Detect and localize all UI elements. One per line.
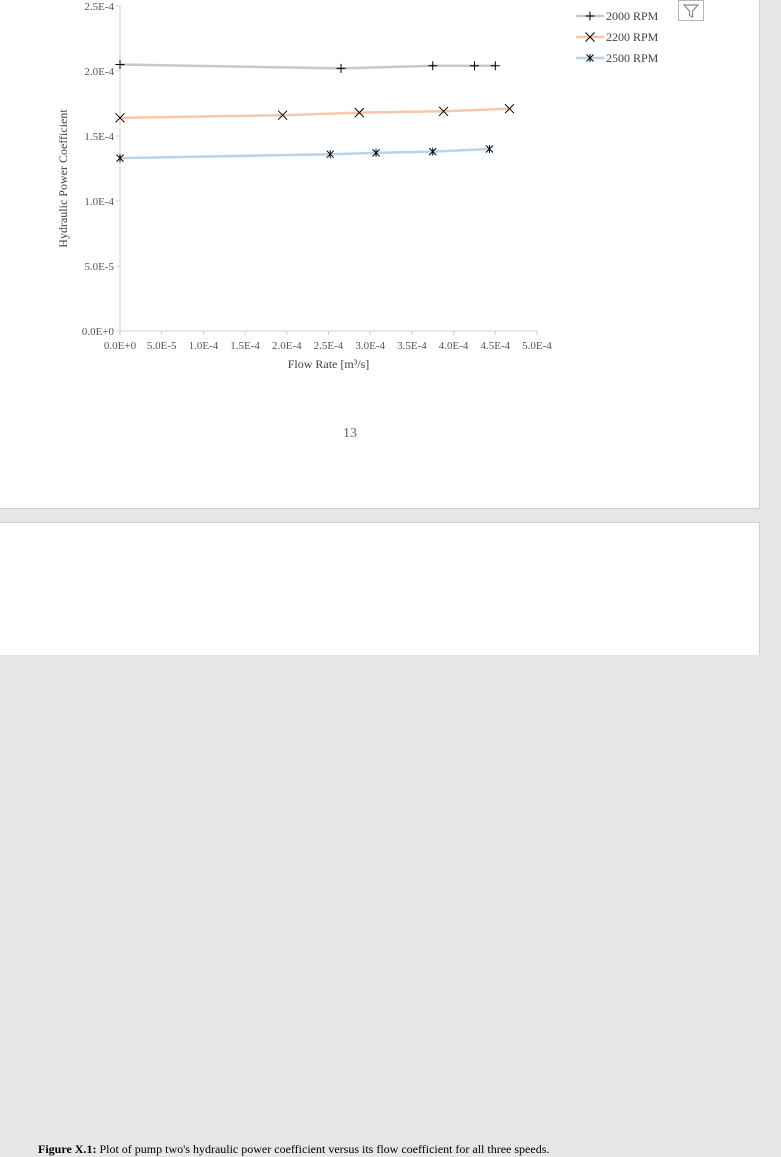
chart-axes [82, 1, 552, 352]
x-tick-label: 5.0E-4 [522, 340, 552, 352]
series-2 [116, 104, 514, 122]
series-3 [117, 145, 493, 162]
chart-legend [576, 9, 659, 65]
legend-item [576, 9, 659, 23]
data-point [116, 60, 125, 69]
data-point [470, 61, 479, 70]
x-axis-title: Flow Rate [m³/s] [287, 357, 370, 371]
x-tick-label: 4.0E-4 [438, 340, 469, 352]
document-page-top [0, 0, 760, 509]
data-point [337, 64, 346, 73]
legend-label: 2200 RPM [606, 30, 659, 44]
document-page-bottom [0, 522, 760, 1156]
filter-icon [682, 3, 700, 19]
chart-series-layer [116, 60, 514, 162]
data-point [491, 61, 500, 70]
series-line [120, 109, 509, 118]
x-tick-label: 1.0E-4 [188, 340, 219, 352]
y-tick-label: 2.5E-4 [84, 1, 114, 13]
figure-caption-label: Figure X.1: [38, 1142, 97, 1156]
x-tick-label: 2.5E-4 [313, 340, 344, 352]
figure-caption-text: Plot of pump two's hydraulic power coefficient versus its flow coefficient for all three speeds. [96, 1142, 550, 1156]
page-number: 13 [343, 426, 357, 441]
chart-filter-button[interactable] [678, 0, 704, 21]
legend-item [576, 30, 659, 44]
x-tick-label: 5.0E-5 [146, 340, 177, 352]
x-tick-label: 3.0E-4 [355, 340, 386, 352]
x-tick-label: 3.5E-4 [397, 340, 427, 352]
data-point [428, 61, 437, 70]
legend-item [576, 51, 659, 65]
x-tick-label: 2.0E-4 [271, 340, 302, 352]
series-line [120, 65, 495, 69]
series-1 [116, 60, 500, 73]
x-tick-label: 4.5E-4 [480, 340, 511, 352]
y-axis-title: Hydraulic Power Coefficient [56, 109, 70, 248]
y-tick-label: 2.0E-4 [84, 66, 114, 78]
y-tick-label: 1.5E-4 [84, 131, 114, 143]
y-tick-label: 1.0E-4 [84, 196, 114, 208]
y-tick-label: 5.0E-5 [84, 261, 114, 273]
legend-marker [586, 12, 595, 21]
legend-label: 2500 RPM [606, 51, 659, 65]
figure-caption [38, 1142, 549, 1157]
x-tick-label: 1.5E-4 [230, 340, 260, 352]
y-tick-label: 0.0E+0 [81, 326, 114, 338]
chart [0, 0, 759, 508]
legend-label: 2000 RPM [606, 9, 659, 23]
x-tick-label: 0.0E+0 [103, 340, 137, 352]
